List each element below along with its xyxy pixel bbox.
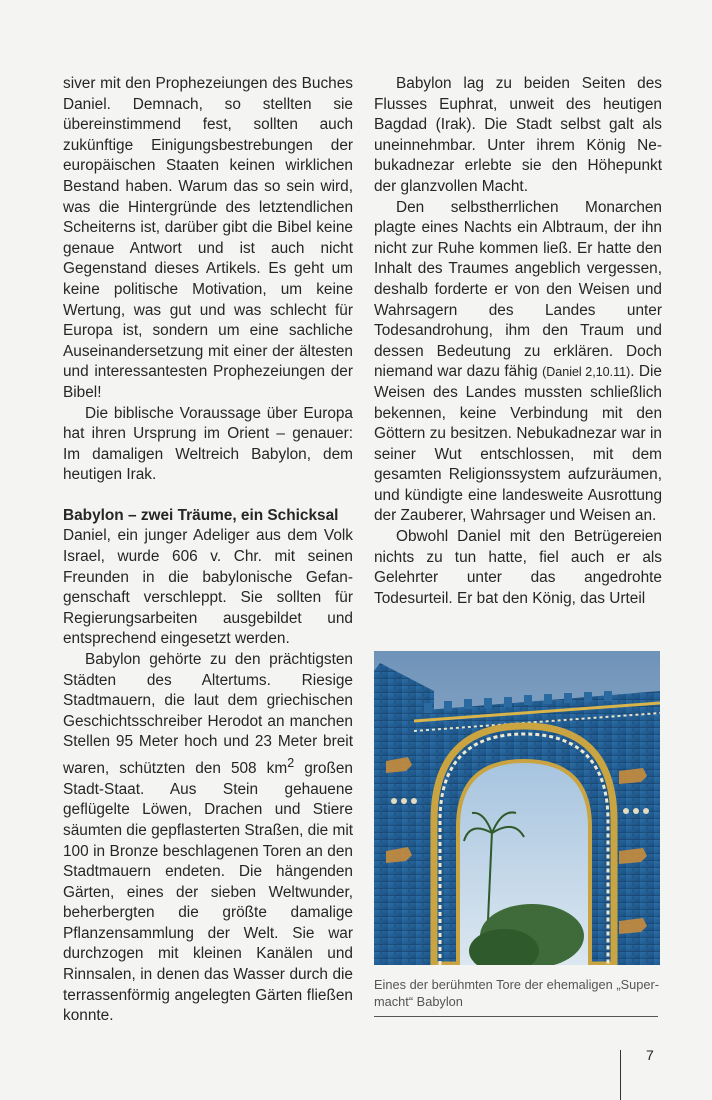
- paragraph-text: . Die Weisen des Landes mussten schließlich bekennen, keine Verbindung mit den Göttern zu besitzen. Nebukadnezar war in seiner Wut entschlossen, mit dem gesamten Religionssystem aufzuräumen, und kündigte eine landesweite Ausrottung der Zauberer, Wahrsager und Weisen an.: [374, 363, 662, 525]
- right-column: [374, 74, 662, 609]
- ishtar-gate-image: [374, 651, 660, 965]
- page-number: 7: [646, 1047, 654, 1063]
- bible-reference: (Daniel 2,10.11): [542, 365, 631, 380]
- section-heading: Babylon – zwei Träume, ein Schicksal: [63, 506, 339, 524]
- paragraph-text: Den selbstherrlichen Monarchen plagte eines Nachts ein Albtraum, der ihn nicht zur Ruhe kommen ließ. Er hatte den Inhalt des Traumes angeblich vergessen, deshalb forderte er von den Weisen und Wahrsagern des Landes unter Todesandrohung, ihm den Traum und dessen Bedeutung zu erklären. Doch niemand war dazu fähig: [374, 198, 662, 381]
- figure-caption: Eines der berühmten Tore der ehemaligen „Supermacht“ Babylon: [374, 977, 660, 1009]
- paragraph: Babylon lag zu beiden Seiten des Flusses Euphrat, unweit des heutigen Bagdad (Irak). Die Stadt selbst galt als uneinnehmbar. Unter ihrem König Nebukadnezar erlebte sie den Höhepunkt der glanzvollen Macht.: [374, 75, 662, 195]
- superscript: 2: [287, 756, 295, 770]
- paragraph: [374, 198, 662, 528]
- paragraph-text: Babylon gehörte zu den prächtigsten Städten des Altertums. Riesige Stadtmauern, die laut dem griechischen Geschichtsschreiber Herodot an manchen Stellen 95 Meter hoch und 23 Meter breit waren, schützten den 508 km: [63, 651, 353, 778]
- paragraph: [63, 650, 353, 1027]
- paragraph: Die biblische Voraussage über Europa hat ihren Ursprung im Orient – genauer: Im damaligen Weltreich Babylon, dem heutigen Irak.: [63, 404, 353, 484]
- paragraph: Obwohl Daniel mit den Betrügereien nichts zu tun hatte, fiel auch er als Gelehrter unter das angedrohte Todesurteil. Er bat den König, das Urteil: [374, 528, 662, 607]
- left-column: [63, 74, 353, 1027]
- paragraph-text: großen Stadt-Staat. Aus Stein gehauene geflügelte Löwen, Drachen und Stiere säumten die gepflasterten Straßen, die mit 100 in Bronze beschlagenen Toren an den Stadtmauern endeten. Die hängenden Gärten, eines der sieben Weltwunder, beherbergten die größte damalige Pflanzensammlung der Welt. Sie war durchzogen mit kleinen Kanälen und Rinnsalen, in denen das Wasser durch die terrassenförmig angelegten Gärten fließen konnte.: [63, 760, 354, 1025]
- page-number-divider: [620, 1050, 621, 1100]
- paragraph: siver mit den Prophezeiungen des Buches Daniel. Demnach, so stellten sie übereinstimmend fest, sollten auch zukünftige Einigungsbestrebungen der europäischen Staaten keinen wirklichen Bestand haben. Warum das so sein wird, was die Hintergründe des letztendlichen Scheiterns ist, darüber gibt die Bibel keine genaue Antwort und ist auch nicht Gegenstand dieses Artikels. Es geht um keine politische Motivation, um keine Wertung, was gut und was schlecht für Europa ist, sondern um eine sachliche Auseinandersetzung mit einer der ältesten und interessantesten Prophezeiungen der Bibel!: [63, 75, 353, 401]
- paragraph: Daniel, ein junger Adeliger aus dem Volk Israel, wurde 606 v. Chr. mit seinen Freunden in die babylonische Gefangenschaft verschleppt. Sie sollten für Regierungsarbeiten ausgebildet und entsprechend eingesetzt werden.: [63, 527, 353, 648]
- caption-divider: [374, 1016, 658, 1017]
